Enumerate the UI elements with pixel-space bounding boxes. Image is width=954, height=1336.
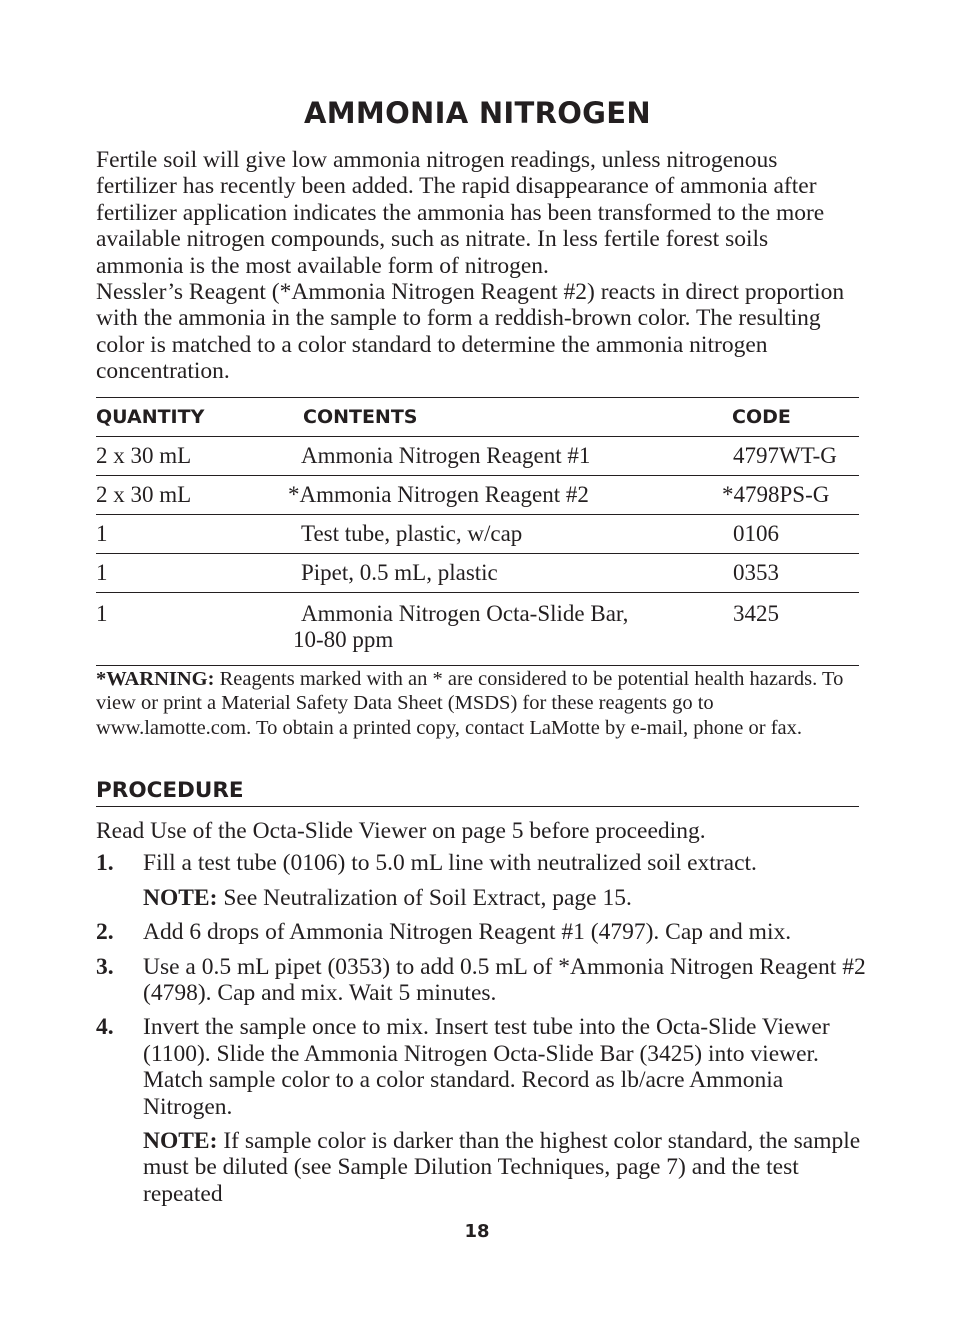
row-quantity: 1 [96,515,299,554]
procedure-section [96,818,866,1215]
intro-section [96,147,859,385]
step-text: Fill a test tube (0106) to 5.0 mL line with neutralized soil extract. [143,850,757,877]
row-contents-text-line2: 10-80 ppm [293,627,394,652]
procedure-step [96,850,866,876]
header-quantity: QUANTITY [96,398,299,437]
table-row [96,476,859,515]
warning-note [96,667,859,740]
step-number: 1. [96,850,114,877]
row-code [722,476,859,515]
intro-paragraph-1: Fertile soil will give low ammonia nitrogen readings, unless nitrogenous fertilizer has recently been added. The rapid disappearance of ammonia after fertilizer application indicates the ammonia has been transformed to the more available nitrogen compounds, such as nitrate. In less fertile forest soils ammonia is the most available form of nitrogen. [96,147,825,279]
contents-table [96,397,859,666]
note-label: NOTE: [143,1128,218,1155]
row-code-text: *4798PS-G [722,482,830,507]
row-contents-text: Test tube, plastic, w/cap [301,521,523,546]
page-number: 18 [464,1221,490,1242]
note-text: See Neutralization of Soil Extract, page 15. [217,884,632,911]
warning-text: Reagents marked with an * are considered to be potential health hazards. To view or print a Material Safety Data Sheet (MSDS) for these reagents go to www.lamotte.com. To obtain a printed copy, contact LaMotte by e-mail, phone or fax. [96,668,844,739]
table-row [96,515,859,554]
note-label: NOTE: [143,884,218,911]
procedure-note [96,885,866,911]
procedure-step [96,954,866,1007]
row-code [732,515,859,554]
step-number: 4. [96,1014,114,1041]
row-contents [299,437,732,476]
step-text: Use a 0.5 mL pipet (0353) to add 0.5 mL of *Ammonia Nitrogen Reagent #2 (4798). Cap and mix. Wait 5 minutes. [143,953,866,1007]
row-quantity: 2 x 30 mL [96,437,299,476]
row-contents [288,476,732,515]
page-title: AMMONIA NITROGEN [304,96,651,130]
row-code [732,593,859,666]
row-quantity: 1 [96,554,299,593]
row-code-text: 4797WT-G [733,443,837,468]
row-contents-text: Ammonia Nitrogen Octa-Slide Bar, [301,601,629,626]
row-quantity: 2 x 30 mL [96,476,299,515]
procedure-lead: Read Use of the Octa-Slide Viewer on page 5 before proceeding. [96,818,706,844]
row-contents-text: Pipet, 0.5 mL, plastic [301,560,498,585]
procedure-note [96,1128,866,1207]
note-text: If sample color is darker than the highest color standard, the sample must be diluted (see Sample Dilution Techniques, page 7) and the test repeated [143,1128,861,1207]
step-text: Invert the sample once to mix. Insert test tube into the Octa-Slide Viewer (1100). Slide the Ammonia Nitrogen Octa-Slide Bar (3425) into viewer. Match sample color to a color standard. Record as lb/acre Ammonia Nitrogen. [143,1014,830,1120]
row-code [732,437,859,476]
row-code-text: 0353 [733,560,779,585]
header-contents-label: CONTENTS [303,406,418,428]
table-row [96,437,859,476]
step-number: 2. [96,919,114,946]
row-code-text: 0106 [733,521,779,546]
step-text: Add 6 drops of Ammonia Nitrogen Reagent #1 (4797). Cap and mix. [143,919,792,946]
table-row [96,593,859,666]
header-contents [299,398,732,437]
procedure-heading: PROCEDURE [96,778,859,807]
header-code: CODE [732,398,859,437]
step-number: 3. [96,953,114,980]
row-code [732,554,859,593]
row-contents [299,515,732,554]
row-contents-text: Ammonia Nitrogen Reagent #1 [301,443,591,468]
row-code-text: 3425 [733,601,779,626]
intro-paragraph-2: Nessler’s Reagent (*Ammonia Nitrogen Reagent #2) reacts in direct proportion with the ammonia in the sample to form a reddish-brown color. The resulting color is matched to a color standard to determine the ammonia nitrogen concentration. [96,279,845,385]
row-contents-text: *Ammonia Nitrogen Reagent #2 [288,482,589,507]
table-header-row [96,398,859,437]
warning-label: *WARNING: [96,668,215,690]
procedure-step [96,1014,866,1120]
row-contents [299,554,732,593]
table-row [96,554,859,593]
procedure-step [96,919,866,945]
row-contents [293,593,732,666]
row-quantity: 1 [96,593,299,666]
